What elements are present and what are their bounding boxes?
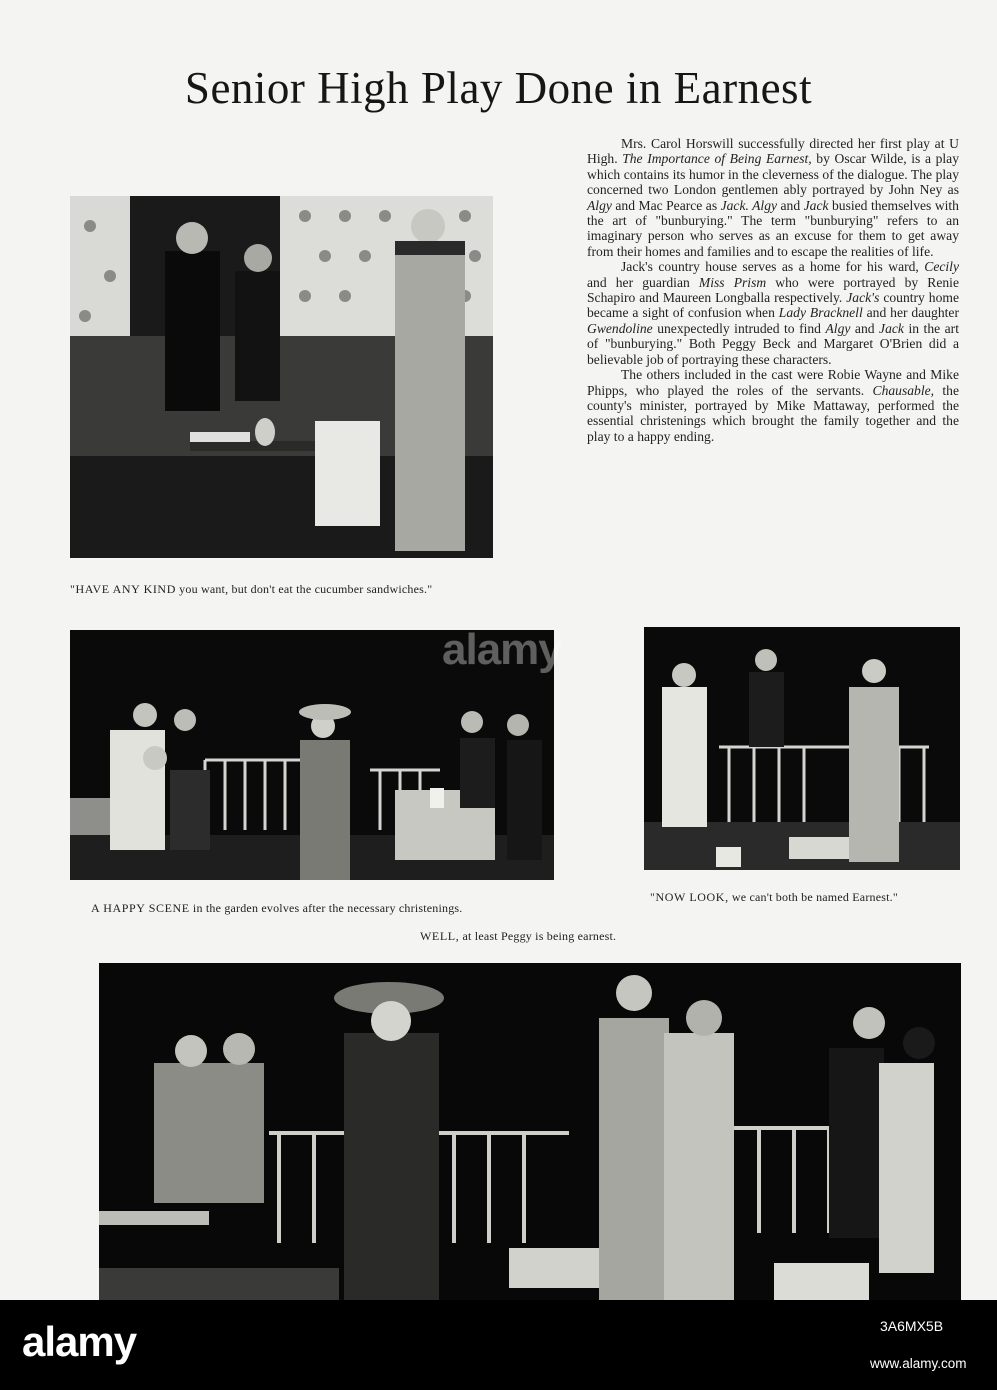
body-text: unexpectedly intruded to find [652,320,826,336]
body-text: The others included in the cast were Robie Wayne and Mike Phipps, who played the roles of the servants. [587,367,959,398]
body-text: busied themselves with the art of "bunburying." The term "bunburying" refers to an imaginary person who serves as an excuse for them to get away from their homes and families and to escape the realities of life. [587,197,959,259]
photo-finale [99,963,961,1300]
body-text: and her guardian [587,274,699,290]
emphasis-text: Jack's [846,290,880,306]
body-text: and [777,197,804,213]
image-id: 3A6MX5B [880,1318,944,1334]
emphasis-text: Algy [825,320,851,336]
caption-photo-garden-scene [91,902,561,915]
body-text: who were portrayed by Renie Schapiro and Maureen Longballa respectively. [587,274,959,306]
emphasis-text: Chausable, [872,382,935,398]
emphasis-text: Gwendoline [587,320,653,336]
caption-lead: WELL, [420,929,460,943]
body-text: Jack's country house serves as a home for his ward, [621,259,925,275]
caption-text: at least Peggy is being earnest. [459,929,617,943]
body-text: and [850,320,880,336]
emphasis-text: Jack [803,197,829,213]
article-paragraph [587,367,959,444]
emphasis-text: The Importance of Being Earnest, [622,151,812,167]
body-text: by Oscar Wilde, is a play which contains its humor in the cleverness of the dialogue. The play concerned two London gentlemen ably portrayed by John Ney as [587,151,959,198]
body-text: and her daughter [862,305,959,321]
emphasis-text: Algy [587,197,612,213]
article-body [587,136,959,444]
photo-drawing-room [70,196,493,558]
caption-text: you want, but don't eat the cucumber sandwiches." [175,582,433,596]
body-text: in the art of "bunburying." Both Peggy Beck and Margaret O'Brien did a believable job of portraying these characters. [587,320,959,367]
article-paragraph [587,136,959,259]
caption-photo-three-actors [650,891,960,904]
caption-photo-drawing-room [70,583,498,596]
emphasis-text: Jack [879,320,904,336]
caption-photo-finale [420,930,820,943]
photo-three-actors [644,627,960,870]
stock-footer-bar [0,1300,997,1390]
watermark-text: alamy [442,625,562,674]
emphasis-text: Lady Bracknell [778,305,863,321]
body-text: country home became a sight of confusion when [587,290,959,321]
site-url[interactable]: www.alamy.com [870,1356,967,1371]
alamy-logo[interactable]: alamy [22,1318,137,1365]
caption-text: we can't both be named Earnest." [728,890,898,904]
caption-lead: "HAVE ANY KIND [70,582,176,596]
body-text: Mrs. Carol Horswill successfully directed her first play at U High. [587,136,959,167]
body-text: the county's minister, portrayed by Mike Mattaway, performed the essential christenings which brought the family together and the play to a happy ending. [587,382,960,444]
page-title: Senior High Play Done in Earnest [184,63,813,113]
caption-lead: A HAPPY SCENE [91,901,190,915]
emphasis-text: Cecily [924,259,959,275]
caption-lead: "NOW LOOK, [650,890,729,904]
emphasis-text: Jack. Algy [720,197,778,213]
page-number: 52 [510,1264,522,1278]
body-text: and Mac Pearce as [611,197,721,213]
article-paragraph [587,259,959,367]
emphasis-text: Miss Prism [698,274,767,290]
caption-text: in the garden evolves after the necessary christenings. [189,901,463,915]
